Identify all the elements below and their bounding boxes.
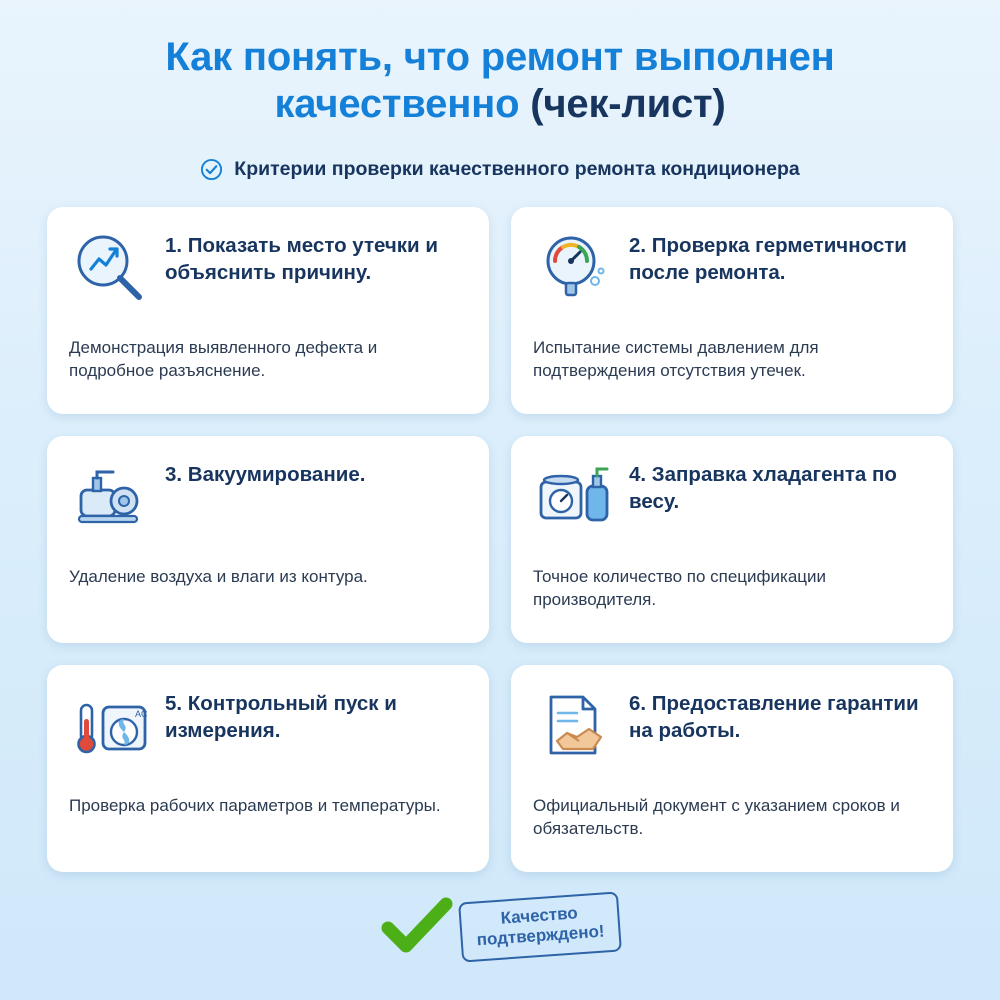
pressure-gauge-icon xyxy=(533,227,615,309)
magnifier-chart-icon xyxy=(69,227,151,309)
page-title-line1: Как понять, что ремонт выполнен xyxy=(165,35,835,79)
card-description: Удаление воздуха и влаги из контура. xyxy=(69,567,368,587)
card-heading: 5. Контрольный пуск и измерения. xyxy=(165,692,397,742)
card-description: Официальный документ с указанием сроков и обязательств. xyxy=(533,796,900,839)
stamp-line-1: Качество xyxy=(500,903,579,929)
card-top xyxy=(69,456,467,552)
checklist-card xyxy=(511,207,953,414)
card-top xyxy=(533,456,931,552)
green-check-icon xyxy=(380,896,454,958)
card-heading: 4. Заправка хладагента по весу. xyxy=(629,463,897,513)
checklist-card xyxy=(47,436,489,643)
scale-refrigerant-cylinder-icon xyxy=(533,456,615,538)
card-heading: 3. Вакуумирование. xyxy=(165,463,366,487)
card-top xyxy=(533,227,931,323)
card-top xyxy=(69,227,467,323)
card-heading: 2. Проверка герметичности после ремонта. xyxy=(629,234,907,284)
page-title xyxy=(60,34,940,128)
subtitle-row xyxy=(60,158,940,181)
stamp-line-2: подтверждено! xyxy=(476,922,606,951)
checklist-card xyxy=(47,665,489,872)
page-title-line2-dark: (чек-лист) xyxy=(519,82,726,127)
page-title-line2-accent: качественно xyxy=(274,82,520,127)
card-description: Точное количество по спецификации производителя. xyxy=(533,567,827,610)
checklist-grid xyxy=(47,207,953,872)
card-description: Испытание системы давлением для подтверждения отсутствия утечек. xyxy=(533,338,819,381)
page-header xyxy=(0,0,1000,181)
quality-confirmed-stamp xyxy=(458,892,622,963)
card-heading: 1. Показать место утечки и объяснить причину. xyxy=(165,234,438,284)
thermometer-ac-unit-icon xyxy=(69,685,151,767)
checklist-card xyxy=(511,665,953,872)
card-top xyxy=(533,685,931,781)
subtitle-text: Критерии проверки качественного ремонта кондиционера xyxy=(234,158,800,181)
vacuum-pump-icon xyxy=(69,456,151,538)
footer-stamp-row xyxy=(0,896,1000,958)
checklist-card xyxy=(511,436,953,643)
svg-text:AC: AC xyxy=(135,709,148,720)
card-top xyxy=(69,685,467,781)
card-description: Демонстрация выявленного дефекта и подробное разъяснение. xyxy=(69,338,378,381)
checklist-card xyxy=(47,207,489,414)
card-heading: 6. Предоставление гарантии на работы. xyxy=(629,692,919,742)
card-description: Проверка рабочих параметров и температуры. xyxy=(69,796,441,816)
check-circle-icon xyxy=(200,158,223,181)
document-handshake-icon xyxy=(533,685,615,767)
